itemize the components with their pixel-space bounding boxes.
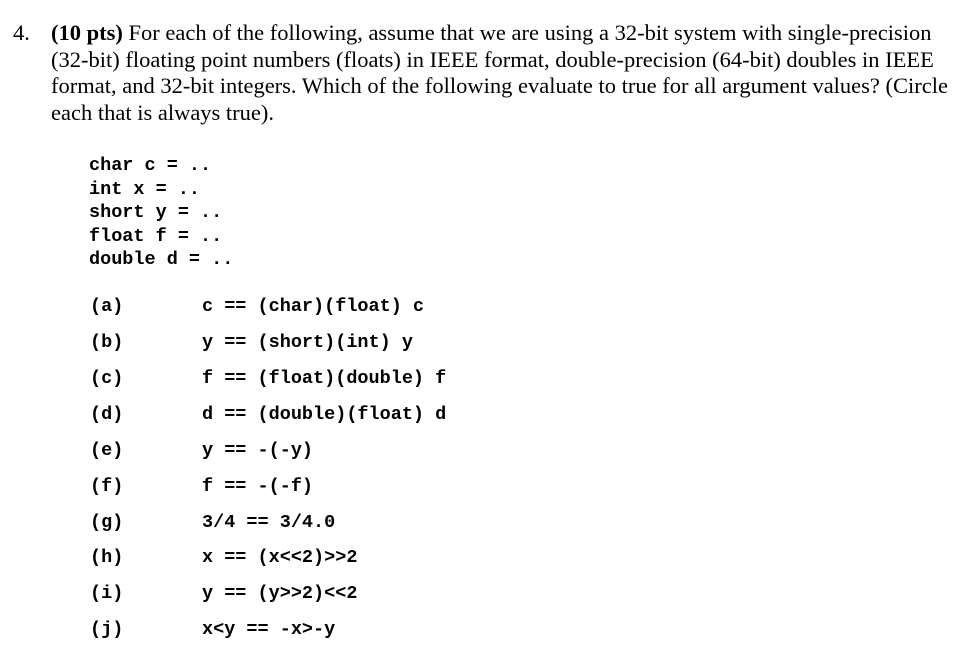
question-text (51, 20, 963, 126)
option-f[interactable] (0, 472, 973, 502)
option-label: (g) (90, 512, 124, 533)
option-e[interactable] (0, 436, 973, 466)
option-label: (e) (90, 440, 124, 461)
option-expression: y == (y>>2)<<2 (202, 583, 358, 604)
option-expression: f == -(-f) (202, 476, 314, 497)
option-expression: d == (double)(float) d (202, 404, 447, 425)
option-label: (d) (90, 404, 124, 425)
declaration-float: float f = .. (89, 225, 223, 247)
option-label: (a) (90, 296, 124, 317)
option-label: (c) (90, 368, 124, 389)
option-expression: c == (char)(float) c (202, 296, 425, 317)
option-label: (h) (90, 547, 124, 568)
option-j[interactable] (0, 615, 973, 645)
option-a[interactable] (0, 292, 973, 322)
option-b[interactable] (0, 328, 973, 358)
option-label: (b) (90, 332, 124, 353)
option-label: (i) (90, 583, 124, 604)
option-expression: 3/4 == 3/4.0 (202, 512, 336, 533)
option-expression: x<y == -x>-y (202, 619, 336, 640)
option-d[interactable] (0, 400, 973, 430)
question-number: 4. (13, 20, 30, 45)
option-i[interactable] (0, 579, 973, 609)
option-expression: f == (float)(double) f (202, 368, 447, 389)
declarations-block (89, 154, 233, 272)
option-c[interactable] (0, 364, 973, 394)
option-g[interactable] (0, 508, 973, 538)
declaration-char: char c = .. (89, 155, 212, 176)
declaration-double: double d = .. (89, 249, 234, 271)
option-label: (j) (90, 619, 124, 640)
option-h[interactable] (0, 543, 973, 573)
declaration-int: int x = .. (89, 178, 201, 200)
option-expression: x == (x<<2)>>2 (202, 547, 358, 568)
question-points: (10 pts) (51, 20, 123, 45)
option-label: (f) (90, 476, 124, 497)
option-expression: y == -(-y) (202, 440, 314, 461)
option-expression: y == (short)(int) y (202, 332, 413, 353)
question-body: For each of the following, assume that we are using a 32-bit system with single-precision (32-bit) floating point numbers (floats) in IEEE format, double-precision (64-bit) doubles in IEEE format, and 32-bit integers. Which of the following evaluate to true for all argument values? (Circle each that is always true). (51, 20, 949, 125)
declaration-short: short y = .. (89, 202, 223, 224)
